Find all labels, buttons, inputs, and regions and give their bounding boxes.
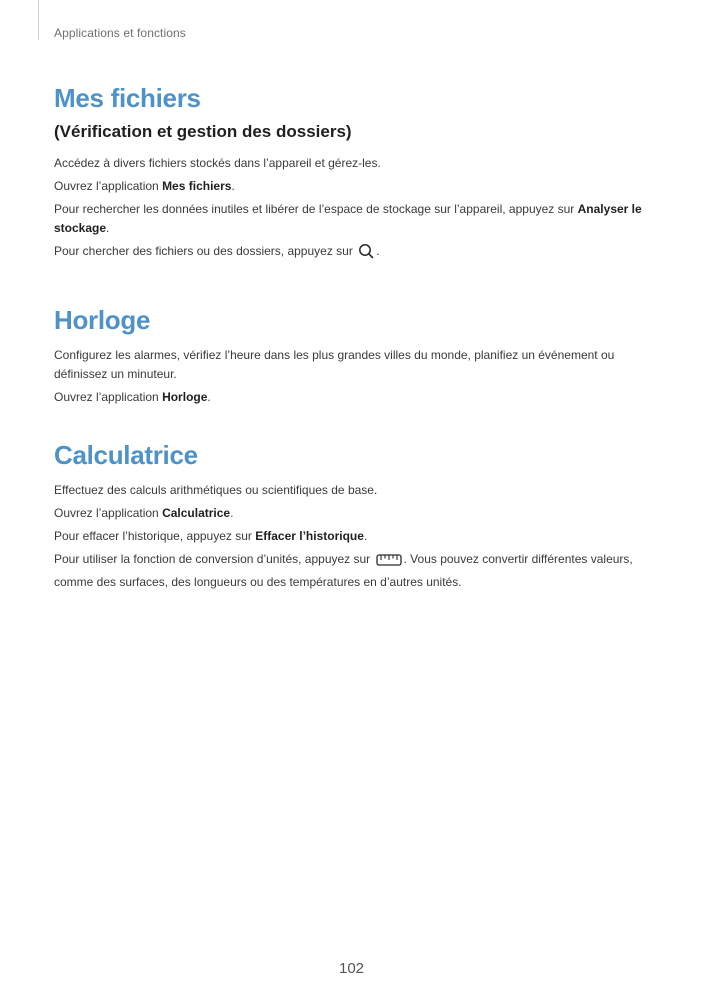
paragraph-text: . — [230, 506, 234, 520]
paragraph-text: Ouvrez l’application — [54, 390, 163, 404]
search-icon — [358, 243, 374, 265]
ruler-icon — [376, 553, 402, 573]
page-content — [54, 80, 654, 614]
paragraph-text: . — [376, 244, 380, 258]
section-title-calculatrice: Calculatrice — [54, 440, 198, 470]
paragraph-text: Pour utiliser la fonction de conversion d’unités, appuyez sur — [54, 552, 374, 566]
section-title-horloge: Horloge — [54, 305, 151, 335]
section-horloge — [54, 302, 654, 407]
app-name: Calculatrice — [162, 506, 231, 520]
paragraph — [54, 527, 654, 546]
paragraph-text: . Vous pouvez convertir différentes valeurs, comme des surfaces, des longueurs ou des températures en d’autres unités. — [54, 552, 633, 589]
paragraph — [54, 200, 654, 238]
paragraph-text: Pour chercher des fichiers ou des dossiers, appuyez sur — [54, 244, 357, 258]
margin-rule — [38, 0, 39, 40]
app-name: Mes fichiers — [162, 179, 232, 193]
paragraph — [54, 481, 654, 500]
app-name: Horloge — [162, 390, 208, 404]
paragraph-text: Ouvrez l’application — [54, 506, 163, 520]
paragraph — [54, 550, 654, 592]
section-title-mes-fichiers: Mes fichiers — [54, 83, 201, 113]
section-subtitle: (Vérification et gestion des dossiers) — [54, 122, 352, 141]
paragraph — [54, 177, 654, 196]
paragraph — [54, 388, 654, 407]
paragraph-text: Ouvrez l’application — [54, 179, 163, 193]
page-number: 102 — [338, 960, 365, 977]
option-name: Effacer l’historique — [255, 529, 364, 543]
paragraph-text: Pour effacer l’historique, appuyez sur — [54, 529, 256, 543]
paragraph-text: Effectuez des calculs arithmétiques ou scientifiques de base. — [54, 483, 378, 497]
running-header: Applications et fonctions — [54, 26, 186, 40]
paragraph-text: Accédez à divers fichiers stockés dans l’appareil et gérez-les. — [54, 156, 381, 170]
paragraph-text: Configurez les alarmes, vérifiez l’heure dans les plus grandes villes du monde, planifiez un événement ou définissez un minuteur. — [54, 348, 615, 381]
section-mes-fichiers — [54, 80, 654, 265]
paragraph-text: Pour rechercher les données inutiles et libérer de l’espace de stockage sur l’appareil, appuyez sur — [54, 202, 578, 216]
paragraph — [54, 154, 654, 173]
paragraph — [54, 242, 654, 265]
paragraph — [54, 346, 654, 384]
paragraph-text: . — [231, 179, 235, 193]
section-calculatrice — [54, 437, 654, 592]
paragraph-text: . — [207, 390, 211, 404]
paragraph-text: . — [106, 221, 110, 235]
paragraph-text: . — [363, 529, 368, 543]
option-name: Analyser le stockage — [54, 202, 642, 235]
paragraph — [54, 504, 654, 523]
